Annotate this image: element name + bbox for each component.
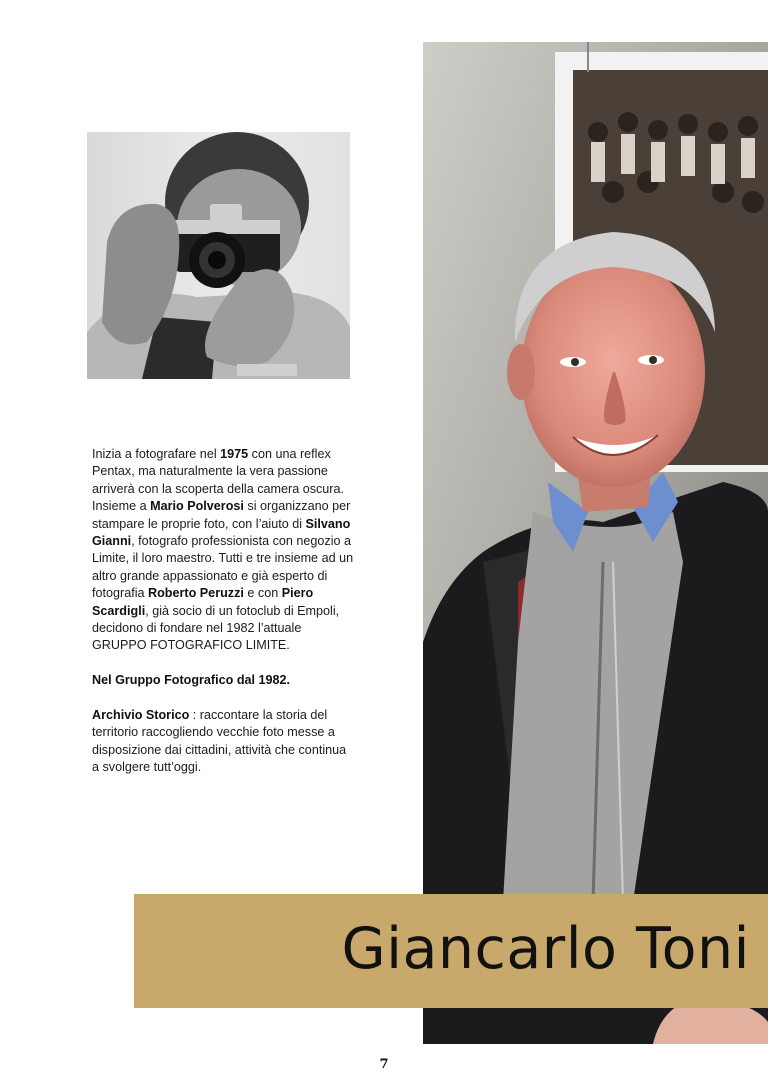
bio-text-run: , fotografo professionista con negozio a Limite, il loro maestro. Tutti e tre insieme ad un altro grande appassionato e già esperto di fotografia [92, 534, 354, 601]
bio-highlight: Mario Polverosi [150, 499, 244, 514]
bio-paragraph-archive [92, 707, 354, 777]
bio-paragraph-membership: Nel Gruppo Fotografico dal 1982. [92, 673, 291, 688]
bio-text-run: con una reflex Pentax, ma naturalmente la vera passione arriverà con la scoperta della camera oscura. Insieme a [92, 447, 344, 514]
archive-label: Archivio Storico [92, 708, 190, 723]
bio-text [92, 446, 354, 794]
bio-highlight: Piero Scardigli [92, 586, 314, 618]
bio-text-run: e con [243, 586, 282, 601]
bio-highlight: Silvano Gianni [92, 516, 351, 549]
person-name: Giancarlo Toni [341, 916, 750, 982]
bio-text-run: si organizzano per stampare le proprie foto, con l’aiuto di [92, 499, 351, 531]
bio-text-run: , già socio di un fotoclub di Empoli, decidono di fondare nel 1982 l’attuale GRUPPO FOTOGRAFICO LIMITE. [92, 603, 340, 653]
archive-text: : raccontare la storia del territorio raccogliendo vecchie foto messe a disposizione dai cittadini, attività che continua a svolgere tutt’oggi. [92, 708, 347, 775]
photographer-photo [87, 132, 350, 379]
bio-highlight: Roberto Peruzzi [148, 586, 244, 601]
bio-highlight: 1975 [220, 447, 249, 461]
page-number: 7 [379, 1057, 389, 1072]
bio-text-run: Inizia a fotografare nel [92, 447, 221, 461]
bio-paragraph-intro [92, 446, 354, 655]
name-band [134, 894, 768, 1008]
